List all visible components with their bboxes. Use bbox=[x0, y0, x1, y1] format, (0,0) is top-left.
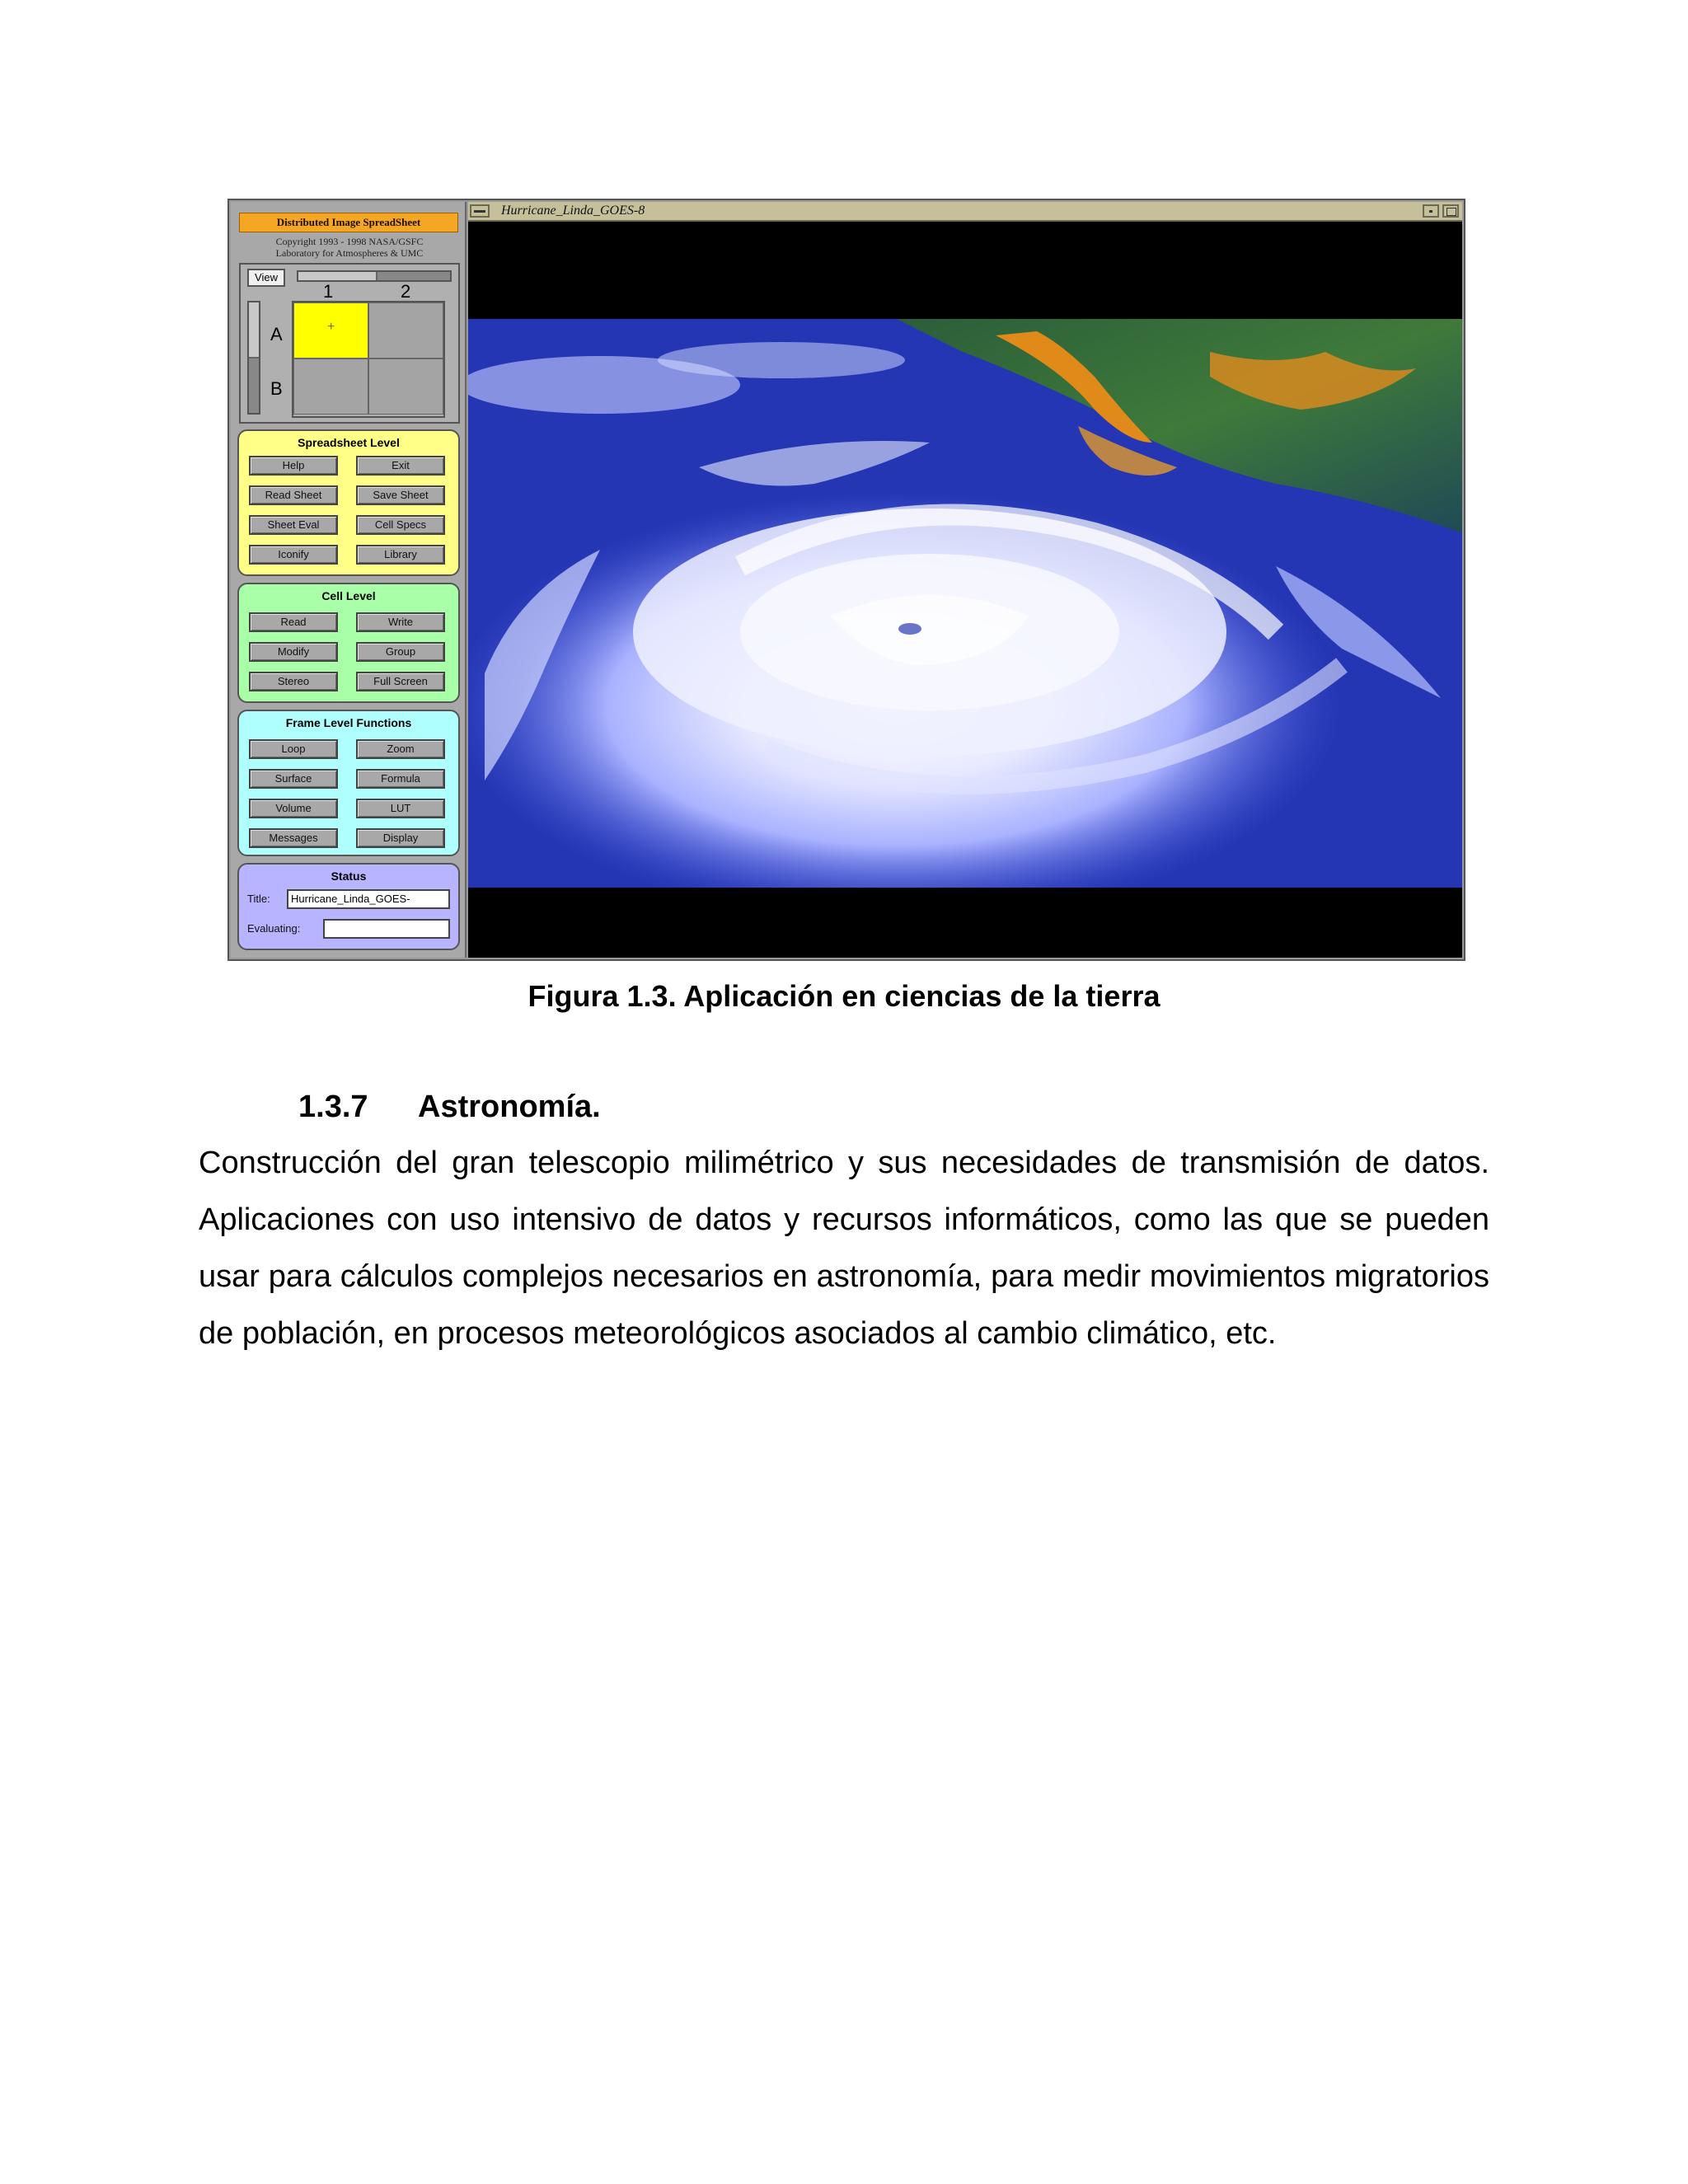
status-title: Status bbox=[331, 869, 367, 883]
read-button[interactable]: Read bbox=[249, 612, 338, 632]
copyright-line-1: Copyright 1993 - 1998 NASA/GSFC bbox=[275, 236, 424, 247]
minimize-icon[interactable] bbox=[1423, 204, 1439, 218]
help-button[interactable]: Help bbox=[249, 456, 338, 476]
spreadsheet-level-title: Spreadsheet Level bbox=[298, 436, 400, 449]
stereo-button[interactable]: Stereo bbox=[249, 672, 338, 691]
spreadsheet-grid bbox=[239, 263, 460, 424]
full-screen-button[interactable]: Full Screen bbox=[356, 672, 445, 691]
figure-caption: Figura 1.3. Aplicación en ciencias de la tierra bbox=[528, 979, 1160, 1013]
sheet-eval-button[interactable]: Sheet Eval bbox=[249, 515, 338, 535]
window-menu-icon[interactable] bbox=[470, 204, 490, 218]
row-label-b: B bbox=[270, 378, 283, 399]
read-sheet-button[interactable]: Read Sheet bbox=[249, 485, 338, 505]
frame-level-title: Frame Level Functions bbox=[285, 716, 412, 729]
row-label-a: A bbox=[270, 324, 283, 344]
cell-level-group bbox=[237, 583, 460, 703]
cell-b2[interactable] bbox=[368, 359, 443, 415]
save-sheet-button[interactable]: Save Sheet bbox=[356, 485, 445, 505]
messages-button[interactable]: Messages bbox=[249, 828, 338, 848]
frame-level-group bbox=[237, 710, 460, 856]
volume-button[interactable]: Volume bbox=[249, 799, 338, 818]
surface-button[interactable]: Surface bbox=[249, 769, 338, 789]
copyright bbox=[237, 236, 462, 259]
column-label-1: 1 bbox=[323, 281, 334, 302]
cell-level-title: Cell Level bbox=[321, 589, 376, 602]
cell-a2[interactable] bbox=[368, 302, 443, 359]
section-number: 1.3.7 bbox=[298, 1090, 368, 1124]
copyright-line-2: Laboratory for Atmospheres & UMC bbox=[275, 247, 424, 259]
library-button[interactable]: Library bbox=[356, 545, 445, 565]
zoom-button[interactable]: Zoom bbox=[356, 739, 445, 759]
vertical-scrollbar[interactable] bbox=[247, 301, 260, 415]
write-button[interactable]: Write bbox=[356, 612, 445, 632]
column-label-2: 2 bbox=[401, 281, 411, 302]
hurricane-satellite-image bbox=[468, 319, 1462, 888]
cell-specs-button[interactable]: Cell Specs bbox=[356, 515, 445, 535]
display-button[interactable]: Display bbox=[356, 828, 445, 848]
horizontal-scrollbar[interactable] bbox=[297, 270, 452, 282]
image-viewer-window bbox=[468, 202, 1462, 958]
lut-button[interactable]: LUT bbox=[356, 799, 445, 818]
iconify-button[interactable]: Iconify bbox=[249, 545, 338, 565]
view-button[interactable]: View bbox=[247, 269, 285, 287]
modify-button[interactable]: Modify bbox=[249, 642, 338, 662]
loop-button[interactable]: Loop bbox=[249, 739, 338, 759]
status-group bbox=[237, 863, 460, 950]
hurricane-render bbox=[468, 319, 1462, 888]
status-evaluating-label: Evaluating: bbox=[247, 922, 301, 935]
group-button[interactable]: Group bbox=[356, 642, 445, 662]
figure-screenshot bbox=[227, 199, 1465, 961]
exit-button[interactable]: Exit bbox=[356, 456, 445, 476]
section-title: Astronomía. bbox=[418, 1090, 601, 1124]
cell-b1[interactable] bbox=[293, 359, 368, 415]
formula-button[interactable]: Formula bbox=[356, 769, 445, 789]
viewer-title: Hurricane_Linda_GOES-8 bbox=[501, 204, 645, 218]
cell-a1[interactable] bbox=[293, 302, 368, 359]
cell-cursor: + bbox=[327, 320, 335, 334]
maximize-icon[interactable] bbox=[1442, 204, 1459, 218]
app-title: Distributed Image SpreadSheet bbox=[239, 213, 458, 232]
body-paragraph: Construcción del gran telescopio milimétrico y sus necesidades de transmisión de datos. Aplicaciones con uso intensivo de datos y recursos informáticos, como las que se pueden usar para cálculos complejos necesarios en astronomía, para medir movimientos migratorios de población, en procesos meteorológicos asociados al cambio climático, etc. bbox=[199, 1146, 1489, 1351]
status-title-label: Title: bbox=[247, 893, 270, 905]
cell-grid bbox=[292, 301, 445, 418]
viewer-titlebar bbox=[468, 202, 1462, 222]
section-heading bbox=[298, 1090, 601, 1125]
spreadsheet-level-group bbox=[237, 429, 460, 576]
control-panel bbox=[231, 202, 467, 958]
status-title-field[interactable]: Hurricane_Linda_GOES- bbox=[287, 889, 450, 909]
status-evaluating-field[interactable] bbox=[323, 919, 450, 939]
